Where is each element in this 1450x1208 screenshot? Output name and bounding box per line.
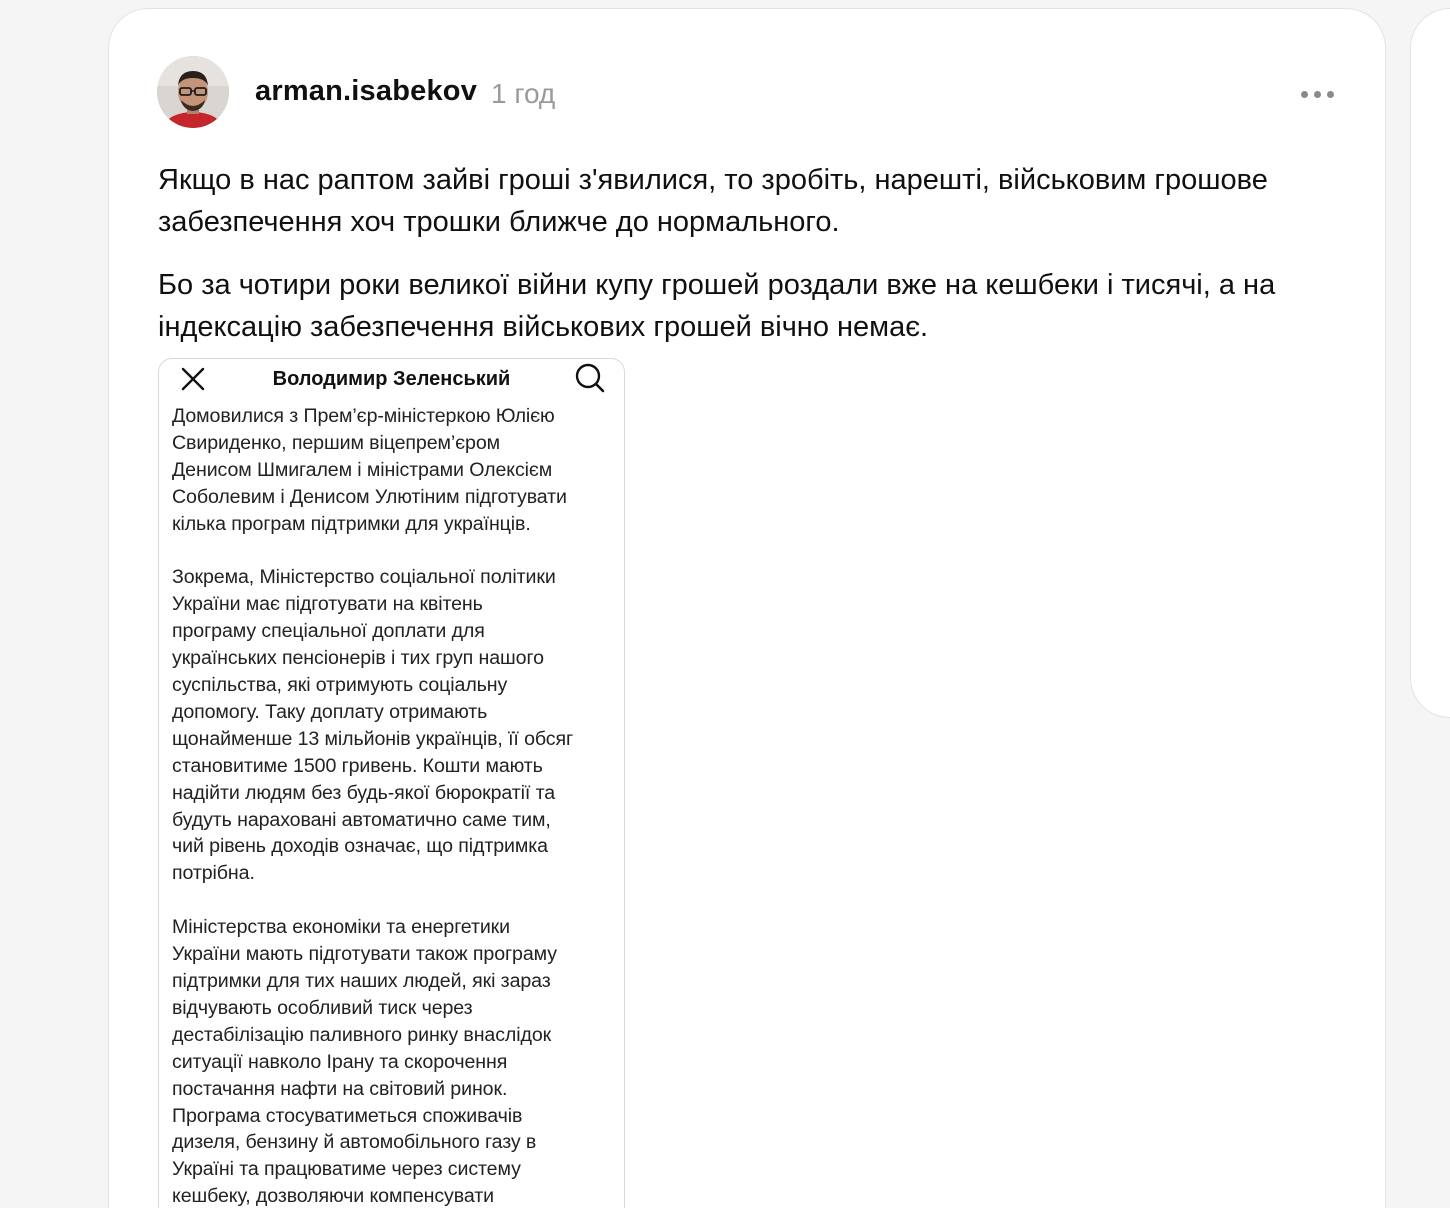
screenshot-text-line: ситуації навколо Ірану та скорочення bbox=[172, 1050, 508, 1073]
screenshot-text-line: надійти людям без будь-якої бюрократії та bbox=[172, 781, 556, 804]
screenshot-text-line: становитиме 1500 гривень. Кошти мають bbox=[172, 754, 543, 777]
screenshot-text-line: Соболевим і Денисом Улютіним підготувати bbox=[172, 485, 567, 508]
screenshot-text-line: відчувають особливий тиск через bbox=[172, 996, 473, 1019]
screenshot-text-line: Свириденко, першим віцепрем’єром bbox=[172, 431, 501, 454]
screenshot-text-line: дестабілізацію паливного ринку внаслідок bbox=[172, 1023, 552, 1046]
more-options-button[interactable] bbox=[1295, 79, 1339, 109]
screenshot-text-line: кешбеку, дозволяючи компенсувати bbox=[172, 1185, 494, 1208]
post-paragraph: Бо за чотири роки великої війни купу грошей роздали вже на кешбеки і тисячі, а на індексацію забезпечення військових грошей вічно немає. bbox=[158, 269, 1276, 343]
screenshot-text-line: Зокрема, Міністерство соціальної політики bbox=[172, 566, 556, 589]
screenshot-text-line: дизеля, бензину й автомобільного газу в bbox=[172, 1131, 537, 1154]
screenshot-text-line: кілька програм підтримки для українців. bbox=[172, 512, 531, 535]
screenshot-text-line: Домовилися з Прем’єр-міністеркою Юлією bbox=[172, 405, 555, 427]
screenshot-text-line: щонайменше 13 мільйонів українців, її обсяг bbox=[172, 727, 574, 750]
screenshot-text-line: постачання нафти на світовий ринок. bbox=[172, 1077, 508, 1100]
screenshot-text-line: будуть нараховані автоматично саме тим, bbox=[172, 808, 551, 831]
screenshot-text-line: українських пенсіонерів і тих груп нашого bbox=[172, 647, 544, 670]
screenshot-text-line: Україні та працюватиме через систему bbox=[172, 1158, 521, 1181]
screenshot-text-line: суспільства, які отримують соціальну bbox=[172, 674, 508, 697]
more-horizontal-icon bbox=[1314, 91, 1321, 98]
screenshot-text-line: допомогу. Таку доплату отримають bbox=[172, 700, 488, 723]
screenshot-body bbox=[159, 401, 624, 1208]
screenshot-paragraph bbox=[172, 564, 612, 887]
search-icon bbox=[574, 362, 606, 394]
screenshot-text-line: України мають підготувати також програму bbox=[172, 943, 557, 966]
screenshot-paragraph bbox=[172, 403, 612, 538]
screenshot-text-line: підтримки для тих наших людей, які зараз bbox=[172, 970, 551, 992]
avatar-photo bbox=[157, 56, 229, 128]
screenshot-header bbox=[159, 359, 624, 401]
screenshot-text-line: Денисом Шмигалем і міністрами Олексієм bbox=[172, 458, 553, 481]
screenshot-paragraph bbox=[172, 914, 612, 1208]
screenshot-text-line: України має підготувати на квітень bbox=[172, 593, 483, 616]
screenshot-text-line: Програма стосуватиметься споживачів bbox=[172, 1104, 523, 1127]
screenshot-text-line: Міністерства економіки та енергетики bbox=[172, 916, 510, 939]
screenshot-text-line: потрібна. bbox=[172, 862, 255, 885]
post-card bbox=[108, 8, 1386, 1208]
post-timestamp[interactable]: 1 год bbox=[491, 78, 556, 109]
post-paragraph: Якщо в нас раптом зайві гроші з'явилися, то зробіть, нарешті, військовим грошове забезпечення хоч трошки ближче до нормального. bbox=[158, 164, 1268, 238]
author-username[interactable]: arman.isabekov bbox=[255, 75, 478, 107]
adjacent-post-card bbox=[1410, 8, 1450, 718]
avatar[interactable] bbox=[157, 56, 229, 128]
post-text bbox=[158, 159, 1348, 369]
screenshot-text-line: чий рівень доходів означає, що підтримка bbox=[172, 835, 548, 858]
screenshot-title: Володимир Зеленський bbox=[272, 368, 511, 390]
more-horizontal-icon bbox=[1301, 91, 1308, 98]
attached-screenshot[interactable] bbox=[158, 358, 625, 1208]
screenshot-text-line: програму спеціальної доплати для bbox=[172, 620, 485, 643]
more-horizontal-icon bbox=[1327, 91, 1334, 98]
